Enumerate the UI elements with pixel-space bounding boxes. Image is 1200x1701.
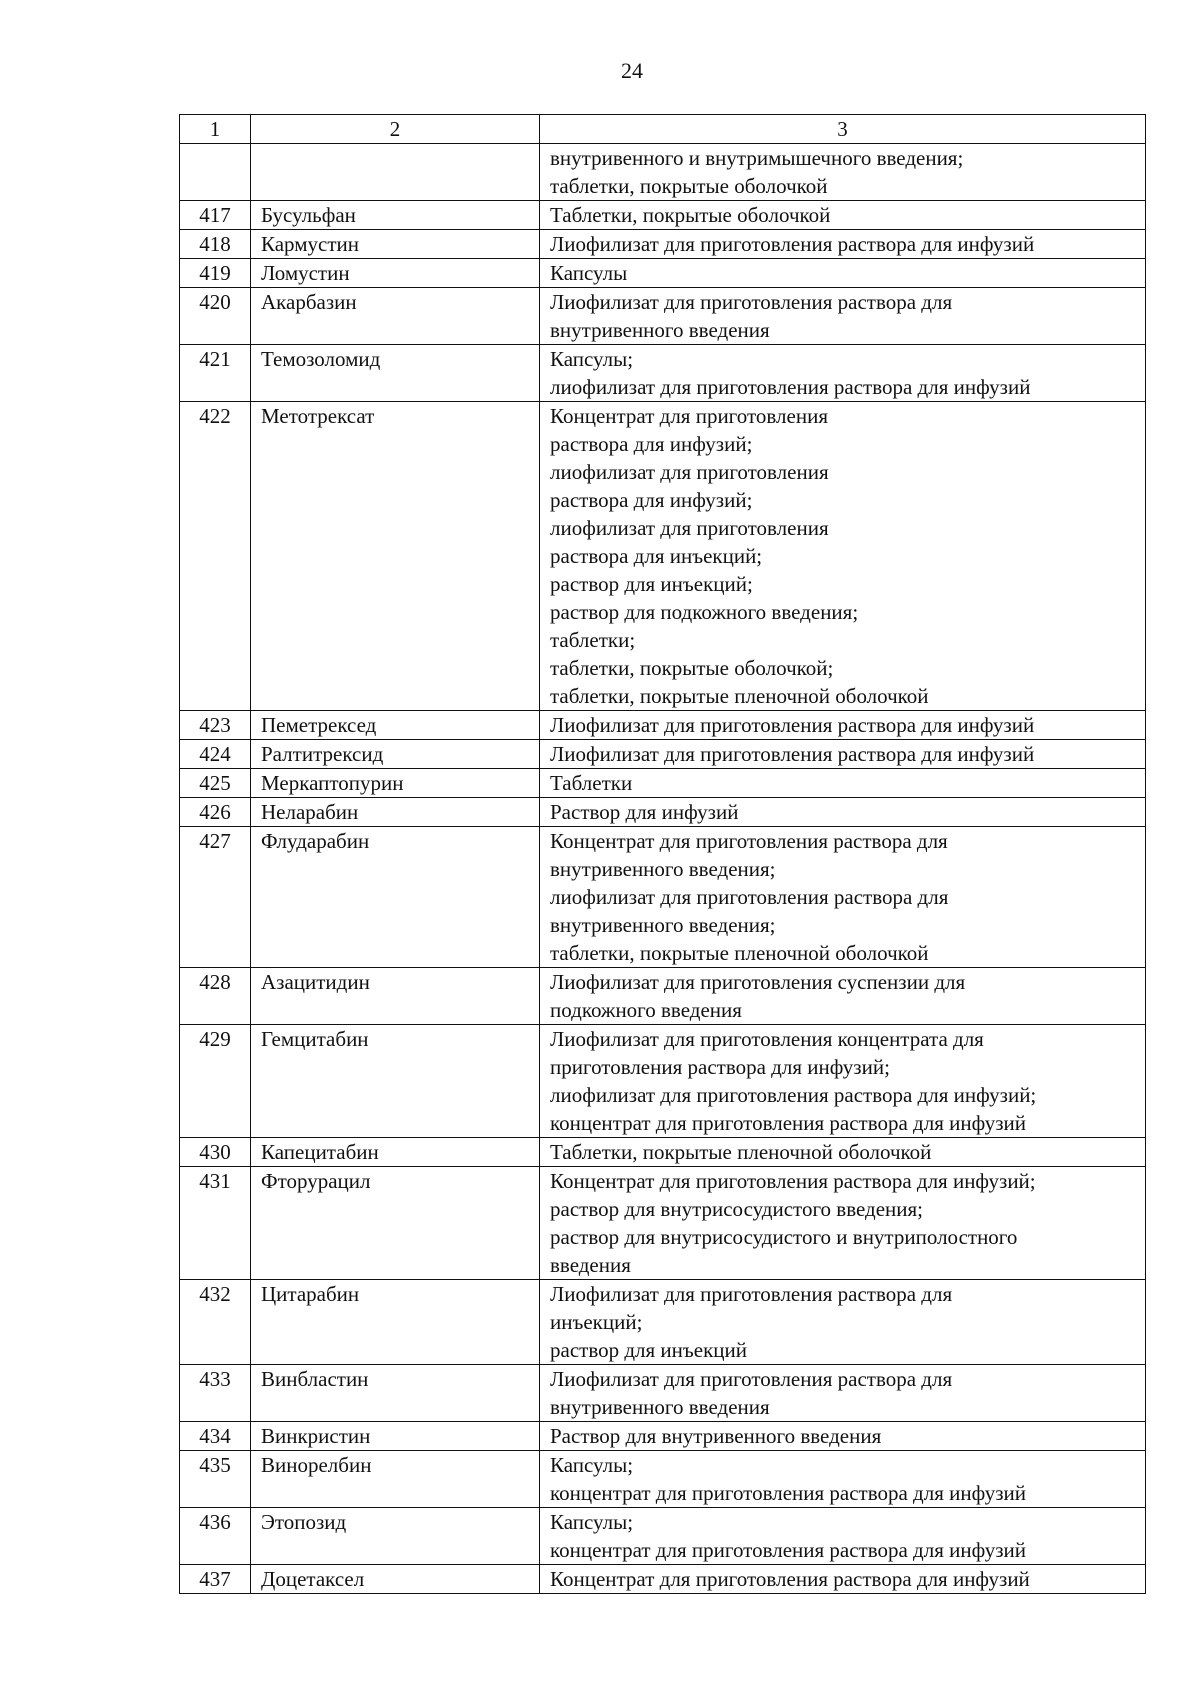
row-number: 419: [180, 259, 251, 288]
dosage-form-line: Лиофилизат для приготовления раствора для инфузий: [550, 713, 1035, 737]
drug-name: [251, 144, 540, 201]
dosage-form-line: Концентрат для приготовления раствора для инфузий: [550, 1567, 1030, 1591]
drug-name: Метотрексат: [251, 402, 540, 711]
dosage-forms: [540, 259, 1146, 288]
drug-name: Винбластин: [251, 1365, 540, 1422]
dosage-form-line: приготовления раствора для инфузий;: [550, 1055, 890, 1079]
dosage-form-line: концентрат для приготовления раствора для инфузий: [550, 1111, 1026, 1135]
drug-name: Этопозид: [251, 1508, 540, 1565]
table-row: [180, 798, 1146, 827]
dosage-form-line: Лиофилизат для приготовления раствора для инфузий: [550, 742, 1035, 766]
dosage-form-line: Таблетки: [550, 771, 633, 795]
dosage-form-line: раствора для инфузий;: [550, 432, 753, 456]
drug-name: Азацитидин: [251, 968, 540, 1025]
header-col-1: 1: [180, 115, 251, 144]
dosage-form-line: инъекций;: [550, 1310, 643, 1334]
dosage-form-line: раствор для инъекций: [550, 1338, 747, 1362]
row-number: 435: [180, 1451, 251, 1508]
dosage-forms: [540, 827, 1146, 968]
row-number: [180, 144, 251, 201]
dosage-form-line: таблетки, покрытые пленочной оболочкой: [550, 684, 929, 708]
header-row: [180, 115, 1146, 144]
drug-name: Фторурацил: [251, 1167, 540, 1280]
dosage-form-line: Таблетки, покрытые пленочной оболочкой: [550, 1140, 932, 1164]
table-row: [180, 1167, 1146, 1280]
table-row: [180, 230, 1146, 259]
drug-table: [179, 114, 1146, 1594]
table-row: [180, 1565, 1146, 1594]
dosage-form-line: Лиофилизат для приготовления раствора для инфузий: [550, 232, 1035, 256]
dosage-form-line: внутривенного введения;: [550, 913, 776, 937]
table-row: [180, 1025, 1146, 1138]
dosage-form-line: внутривенного и внутримышечного введения;: [550, 146, 964, 170]
dosage-form-line: Лиофилизат для приготовления раствора для: [550, 1282, 953, 1306]
dosage-form-line: таблетки, покрытые оболочкой: [550, 174, 828, 198]
dosage-form-line: Таблетки, покрытые оболочкой: [550, 203, 831, 227]
dosage-form-line: Капсулы;: [550, 1510, 634, 1534]
dosage-form-line: внутривенного введения: [550, 1395, 770, 1419]
dosage-forms: [540, 288, 1146, 345]
drug-name: Капецитабин: [251, 1138, 540, 1167]
dosage-forms: [540, 968, 1146, 1025]
drug-name: Акарбазин: [251, 288, 540, 345]
dosage-forms: [540, 1167, 1146, 1280]
dosage-form-line: таблетки, покрытые оболочкой;: [550, 656, 834, 680]
drug-name: Темозоломид: [251, 345, 540, 402]
row-number: 422: [180, 402, 251, 711]
row-number: 429: [180, 1025, 251, 1138]
drug-name: Ралтитрексид: [251, 740, 540, 769]
dosage-forms: [540, 1422, 1146, 1451]
dosage-form-line: лиофилизат для приготовления раствора для инфузий;: [550, 1083, 1037, 1107]
table-row: [180, 1508, 1146, 1565]
dosage-forms: [540, 402, 1146, 711]
drug-name: Флударабин: [251, 827, 540, 968]
dosage-forms: [540, 1365, 1146, 1422]
table-row: [180, 1422, 1146, 1451]
dosage-forms: [540, 230, 1146, 259]
dosage-form-line: Лиофилизат для приготовления раствора для: [550, 290, 953, 314]
table-row: [180, 827, 1146, 968]
dosage-form-line: лиофилизат для приготовления: [550, 516, 829, 540]
row-number: 427: [180, 827, 251, 968]
dosage-form-line: лиофилизат для приготовления раствора для: [550, 885, 949, 909]
dosage-form-line: таблетки;: [550, 628, 636, 652]
dosage-form-line: таблетки, покрытые пленочной оболочкой: [550, 941, 929, 965]
table-row: [180, 1280, 1146, 1365]
dosage-form-line: Раствор для внутривенного введения: [550, 1424, 882, 1448]
dosage-form-line: Лиофилизат для приготовления концентрата для: [550, 1027, 984, 1051]
row-number: 433: [180, 1365, 251, 1422]
row-number: 437: [180, 1565, 251, 1594]
dosage-form-line: подкожного введения: [550, 998, 742, 1022]
drug-name: Меркаптопурин: [251, 769, 540, 798]
table-body: [180, 115, 1146, 1594]
dosage-form-line: раствор для подкожного введения;: [550, 600, 859, 624]
table-row: [180, 769, 1146, 798]
table-row: [180, 1451, 1146, 1508]
dosage-form-line: раствор для инъекций;: [550, 572, 753, 596]
row-number: 417: [180, 201, 251, 230]
dosage-forms: [540, 345, 1146, 402]
dosage-forms: [540, 711, 1146, 740]
table-row: [180, 288, 1146, 345]
dosage-forms: [540, 740, 1146, 769]
dosage-forms: [540, 798, 1146, 827]
dosage-form-line: Раствор для инфузий: [550, 800, 739, 824]
dosage-form-line: внутривенного введения;: [550, 857, 776, 881]
row-number: 420: [180, 288, 251, 345]
drug-name: Доцетаксел: [251, 1565, 540, 1594]
dosage-forms: [540, 201, 1146, 230]
drug-name: Винорелбин: [251, 1451, 540, 1508]
row-number: 426: [180, 798, 251, 827]
dosage-form-line: Концентрат для приготовления раствора для инфузий;: [550, 1169, 1036, 1193]
dosage-form-line: внутривенного введения: [550, 318, 770, 342]
drug-name: Гемцитабин: [251, 1025, 540, 1138]
table-row: [180, 259, 1146, 288]
dosage-forms: [540, 1280, 1146, 1365]
row-number: 436: [180, 1508, 251, 1565]
row-number: 421: [180, 345, 251, 402]
drug-name: Пеметрексед: [251, 711, 540, 740]
row-number: 431: [180, 1167, 251, 1280]
table-row: [180, 201, 1146, 230]
row-number: 430: [180, 1138, 251, 1167]
header-col-3: 3: [540, 115, 1146, 144]
dosage-forms: [540, 144, 1146, 201]
header-col-2: 2: [251, 115, 540, 144]
drug-name: Цитарабин: [251, 1280, 540, 1365]
page-number: 24: [621, 58, 643, 83]
table-row: [180, 402, 1146, 711]
dosage-form-line: Концентрат для приготовления: [550, 404, 828, 428]
row-number: 424: [180, 740, 251, 769]
dosage-forms: [540, 1565, 1146, 1594]
dosage-form-line: введения: [550, 1253, 631, 1277]
row-number: 428: [180, 968, 251, 1025]
dosage-form-line: раствор для внутрисосудистого введения;: [550, 1197, 924, 1221]
row-number: 425: [180, 769, 251, 798]
dosage-forms: [540, 1508, 1146, 1565]
table-row: [180, 1138, 1146, 1167]
dosage-form-line: раствор для внутрисосудистого и внутриполостного: [550, 1225, 1018, 1249]
table-row: [180, 711, 1146, 740]
row-number: 434: [180, 1422, 251, 1451]
drug-name: Ломустин: [251, 259, 540, 288]
table-row: [180, 1365, 1146, 1422]
dosage-form-line: Лиофилизат для приготовления раствора для: [550, 1367, 953, 1391]
row-number: 423: [180, 711, 251, 740]
drug-name: Винкристин: [251, 1422, 540, 1451]
dosage-form-line: концентрат для приготовления раствора для инфузий: [550, 1481, 1026, 1505]
dosage-form-line: раствора для инъекций;: [550, 544, 763, 568]
dosage-form-line: Капсулы;: [550, 347, 634, 371]
table-row: [180, 144, 1146, 201]
table-row: [180, 968, 1146, 1025]
dosage-form-line: Лиофилизат для приготовления суспензии для: [550, 970, 966, 994]
row-number: 432: [180, 1280, 251, 1365]
dosage-forms: [540, 1451, 1146, 1508]
dosage-form-line: лиофилизат для приготовления: [550, 460, 829, 484]
dosage-form-line: Капсулы;: [550, 1453, 634, 1477]
dosage-form-line: концентрат для приготовления раствора для инфузий: [550, 1538, 1026, 1562]
row-number: 418: [180, 230, 251, 259]
drug-name: Неларабин: [251, 798, 540, 827]
dosage-forms: [540, 769, 1146, 798]
dosage-forms: [540, 1025, 1146, 1138]
drug-name: Бусульфан: [251, 201, 540, 230]
table-row: [180, 740, 1146, 769]
dosage-forms: [540, 1138, 1146, 1167]
dosage-form-line: Концентрат для приготовления раствора для: [550, 829, 948, 853]
drug-name: Кармустин: [251, 230, 540, 259]
dosage-form-line: Капсулы: [550, 261, 628, 285]
table-row: [180, 345, 1146, 402]
dosage-form-line: лиофилизат для приготовления раствора для инфузий: [550, 375, 1031, 399]
dosage-form-line: раствора для инфузий;: [550, 488, 753, 512]
